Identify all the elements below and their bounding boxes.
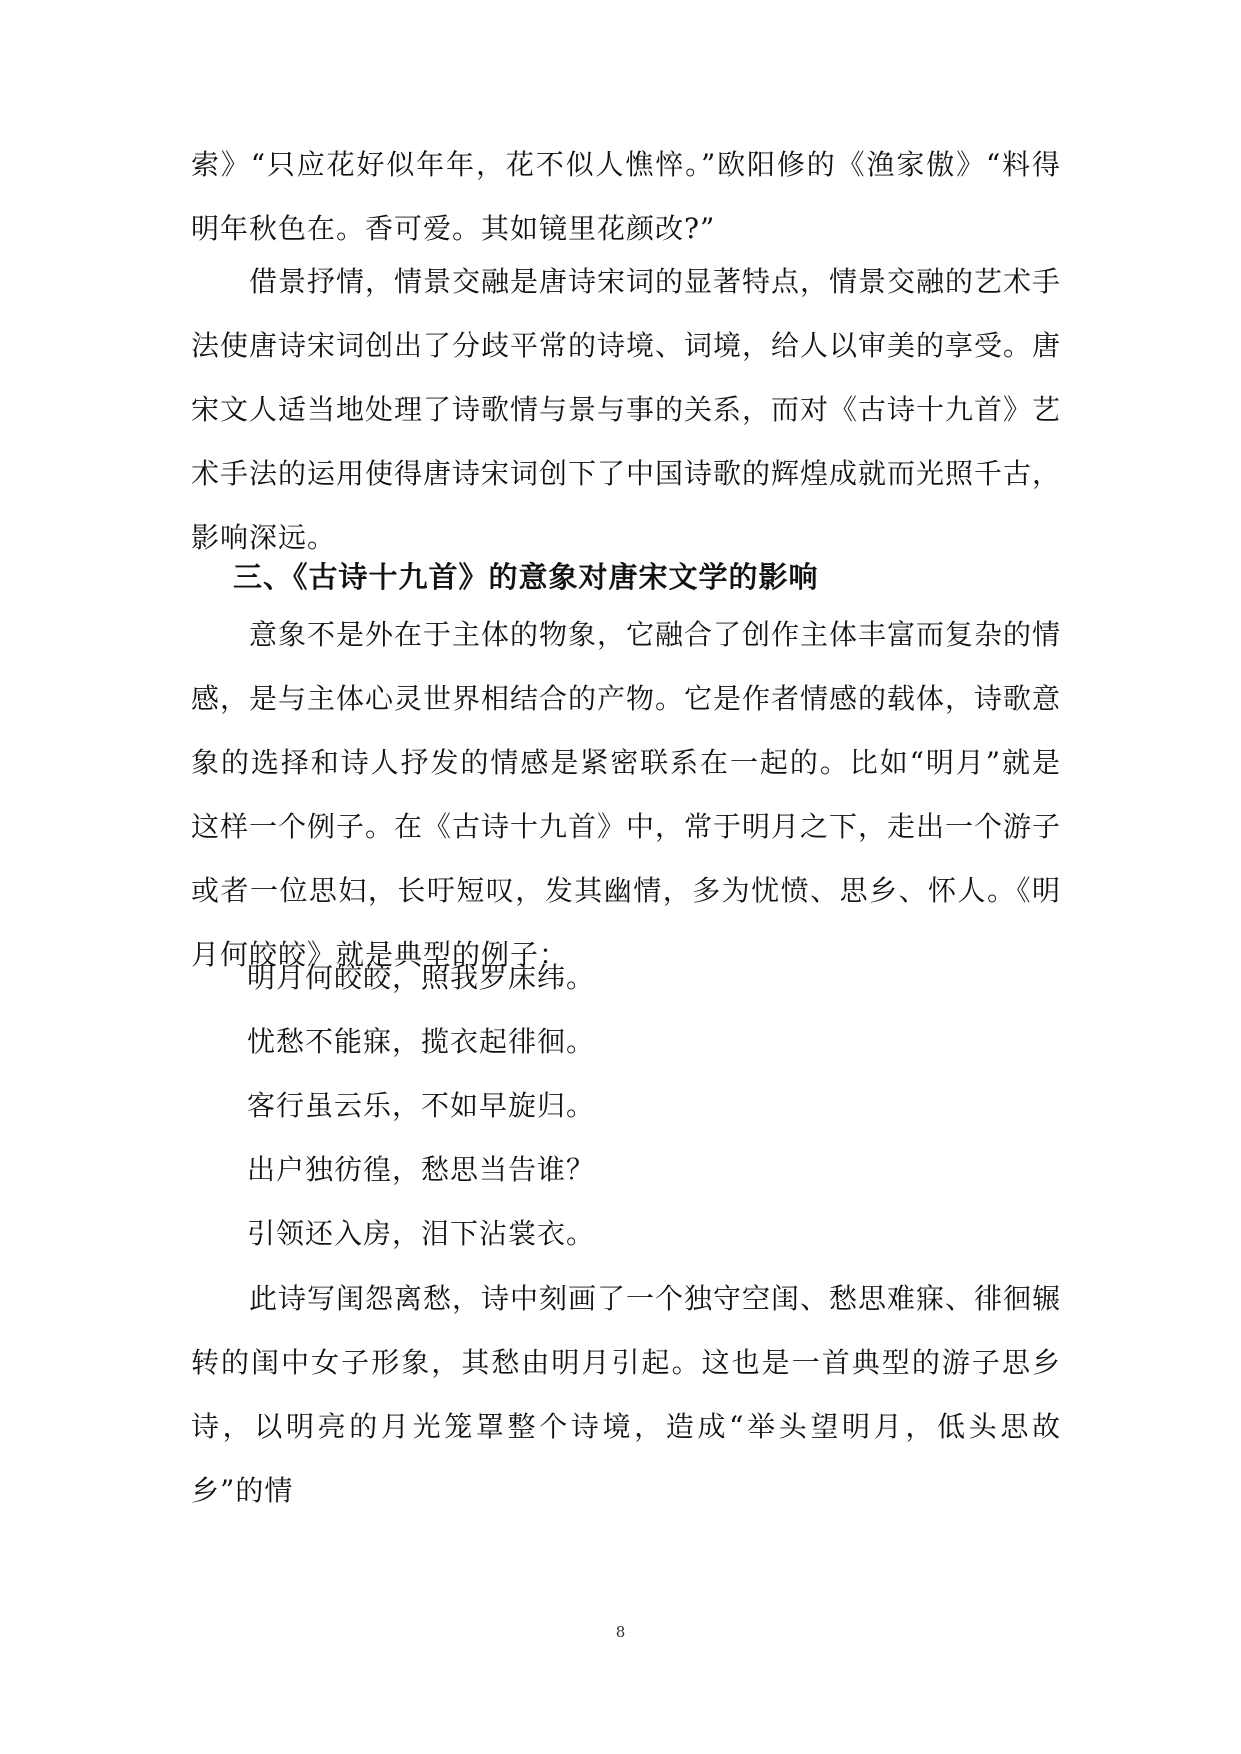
page-number: 8 (615, 1623, 626, 1641)
poem-line: 明月何皎皎，照我罗床纬。 (247, 961, 596, 994)
poem-line: 忧愁不能寐，揽衣起徘徊。 (247, 1025, 596, 1058)
paragraph-block-2 (191, 250, 1061, 570)
paragraph-block-4 (191, 1267, 1061, 1523)
poem-line: 出户独彷徨，愁思当告谁？ (247, 1153, 596, 1186)
paragraph-3: 意象不是外在于主体的物象，它融合了创作主体丰富而复杂的情感，是与主体心灵世界相结合的产物。它是作者情感的载体，诗歌意象的选择和诗人抒发的情感是紧密联系在一起的。比如“明月”就是这样一个例子。在《古诗十九首》中，常于明月之下，走出一个游子或者一位思妇，长吁短叹，发其幽情，多为忧愤、思乡、怀人。《明月何皎皎》就是典型的例子： (191, 618, 1062, 971)
poem-line: 引领还入房，泪下沾裳衣。 (247, 1217, 596, 1250)
paragraph-continuation (191, 133, 1061, 261)
poem-line: 客行虽云乐，不如早旋归。 (247, 1089, 596, 1122)
section-heading-block (191, 545, 1061, 609)
paragraph-block-3 (191, 603, 1061, 987)
paragraph-4: 此诗写闺怨离愁，诗中刻画了一个独守空闺、愁思难寐、徘徊辗转的闺中女子形象，其愁由明月引起。这也是一首典型的游子思乡诗，以明亮的月光笼罩整个诗境，造成“举头望明月，低头思故乡”的情 (191, 1282, 1062, 1507)
poem-block (191, 946, 1061, 1266)
paragraph-1: 索》“只应花好似年年，花不似人憔悴。”欧阳修的《渔家傲》“料得明年秋色在。香可爱。其如镜里花颜改?” (191, 148, 1061, 245)
paragraph-2: 借景抒情，情景交融是唐诗宋词的显著特点，情景交融的艺术手法使唐诗宋词创出了分歧平常的诗境、词境，给人以审美的享受。唐宋文人适当地处理了诗歌情与景与事的关系，而对《古诗十九首》艺术手法的运用使得唐诗宋词创下了中国诗歌的辉煌成就而光照千古，影响深远。 (191, 265, 1062, 554)
section-heading: 三、《古诗十九首》的意象对唐宋文学的影响 (233, 560, 819, 594)
